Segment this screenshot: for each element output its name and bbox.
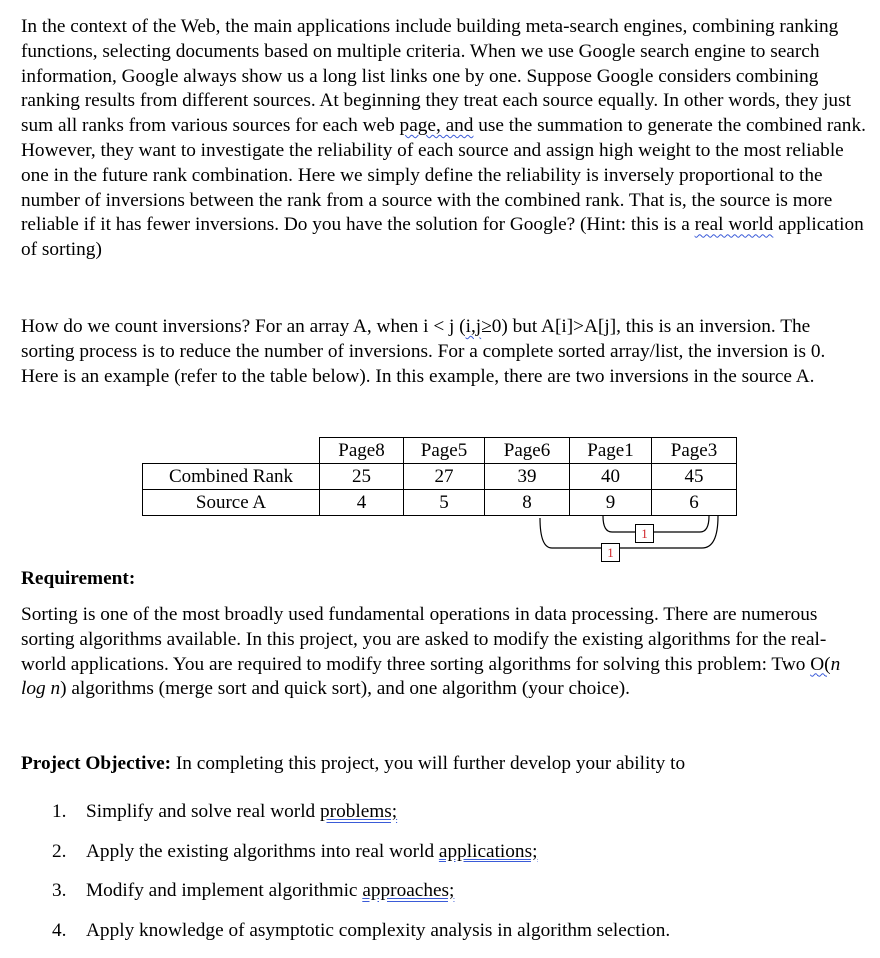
table-cell: 4 bbox=[320, 490, 404, 516]
table-header-cell: Page6 bbox=[485, 438, 570, 464]
row-label: Combined Rank bbox=[143, 464, 320, 490]
requirement-heading: Requirement: bbox=[21, 568, 136, 589]
table-header-row bbox=[143, 438, 737, 464]
table-cell: 9 bbox=[570, 490, 652, 516]
requirement-paragraph bbox=[21, 603, 866, 702]
intro-paragraph bbox=[21, 15, 866, 263]
inversion-bracket-outer bbox=[540, 516, 718, 548]
intro-text: In the context of the Web, the main applications include building meta-search engines, combining ranking functions, selecting documents based on multiple criteria. When we use Google search engine to search information, Google always show us a long list links one by one. Suppose Google considers combining ranking results from different sources. At beginning they treat each source equally. In other words, they just sum all ranks from various sources for each web bbox=[21, 16, 851, 137]
table-cell: 5 bbox=[404, 490, 485, 516]
table-header-cell: Page1 bbox=[570, 438, 652, 464]
list-number: 3. bbox=[52, 880, 67, 901]
list-number: 1. bbox=[52, 801, 67, 822]
spellcheck-mark-ij: i,j bbox=[465, 316, 482, 337]
inversions-paragraph bbox=[21, 315, 866, 389]
complexity-term: n log n bbox=[21, 653, 841, 700]
inversions-text: ≥0) but A[i]>A[j], this is an inversion. The sorting process is to reduce the number of inversions. For a complete sorted array/list, the inversion is 0. Here is an example (refer to the table below). In this example, there are two inversions in the source A. bbox=[21, 316, 826, 387]
table-header-cell: Page8 bbox=[320, 438, 404, 464]
inversion-count-box: 1 bbox=[635, 524, 654, 543]
spellcheck-mark-o: O( bbox=[810, 653, 831, 675]
list-number: 4. bbox=[52, 919, 67, 941]
inversion-count-box: 1 bbox=[601, 543, 620, 562]
list-text: Apply knowledge of asymptotic complexity analysis in algorithm selection. bbox=[86, 919, 671, 941]
rank-table bbox=[142, 437, 737, 516]
table-cell: 39 bbox=[485, 464, 570, 490]
grammar-mark: applications; bbox=[438, 840, 538, 862]
table-cell: 40 bbox=[570, 464, 652, 490]
table-cell: 8 bbox=[485, 490, 570, 516]
grammar-mark: approaches; bbox=[362, 880, 455, 901]
grammar-mark: problems; bbox=[320, 801, 398, 822]
requirement-text: ) algorithms (merge sort and quick sort), and one algorithm (your choice). bbox=[60, 678, 630, 700]
table-cell: 25 bbox=[320, 464, 404, 490]
table-row bbox=[143, 464, 737, 490]
row-label: Source A bbox=[143, 490, 320, 516]
inversion-bracket-inner bbox=[603, 516, 709, 532]
list-text: Simplify and solve real world bbox=[86, 801, 321, 822]
table-row bbox=[143, 490, 737, 516]
table-cell: 27 bbox=[404, 464, 485, 490]
table-cell: 6 bbox=[652, 490, 737, 516]
spellcheck-mark-real-world: real world bbox=[694, 214, 774, 236]
table-header-cell: Page5 bbox=[404, 438, 485, 464]
list-number: 2. bbox=[52, 840, 67, 862]
spellcheck-mark-page-and: page, and bbox=[399, 115, 474, 137]
list-text: Modify and implement algorithmic bbox=[86, 880, 363, 901]
table-corner-cell bbox=[143, 438, 320, 464]
requirement-text: Sorting is one of the most broadly used fundamental operations in data processing. There are numerous sorting algorithms available. In this project, you are asked to modify the existing algorithms for the real-world applications. You are required to modify three sorting algorithms for solving this problem: Two bbox=[21, 604, 827, 675]
table-header-cell: Page3 bbox=[652, 438, 737, 464]
intro-text: application of sorting) bbox=[21, 214, 864, 261]
table-cell: 45 bbox=[652, 464, 737, 490]
objective-line bbox=[21, 752, 685, 776]
objective-label: Project Objective: bbox=[21, 753, 172, 774]
objective-text: In completing this project, you will further develop your ability to bbox=[171, 753, 686, 774]
list-text: Apply the existing algorithms into real world bbox=[86, 840, 439, 862]
intro-text: use the summation to generate the combined rank. However, they want to investigate the reliability of each source and assign high weight to the most reliable one in the future rank combination. Here we simply define the reliability is inversely proportional to the number of inversions between the rank from a source with the combined rank. That is, the source is more reliable if it has fewer inversions. Do you have the solution for Google? (Hint: this is a bbox=[21, 115, 866, 236]
inversions-text: How do we count inversions? For an array A, when i < j ( bbox=[21, 316, 466, 337]
